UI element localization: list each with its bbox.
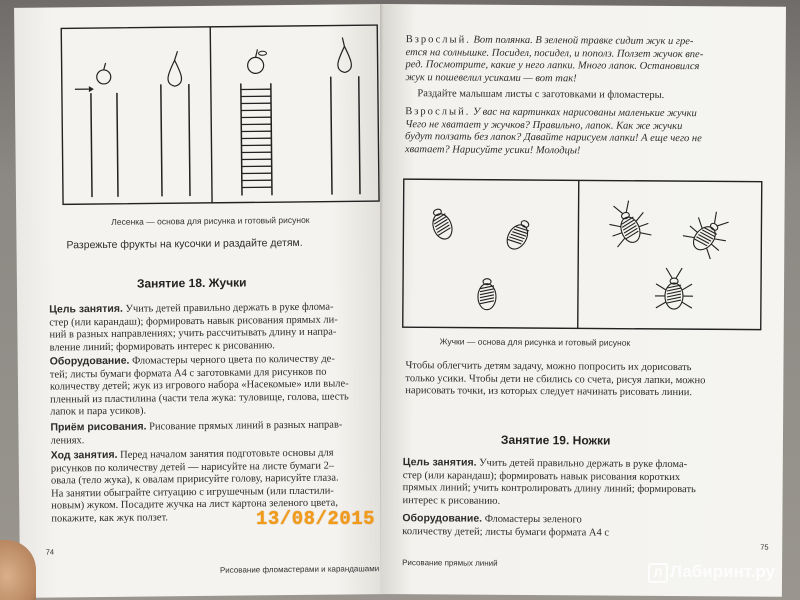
course-line: На занятии обыграйте ситуацию с игрушечным (или пластили- [51,485,334,500]
equipment-line: тей; листы бумаги формата А4 с заготовками для рисунков по [49,366,327,381]
hint-line: нарисовать точки, из которых следует начинать рисовать линии. [405,385,693,399]
dialog-1-speaker: Взрослый. [405,34,471,46]
hint-text [405,360,783,400]
watermark-text: Лабиринт.ру [670,562,776,581]
intro-text: Разрежьте фрукты на кусочки и раздайте детям. [66,236,303,252]
lesson-19-equipment [402,512,780,541]
lesson-18-technique [50,418,390,448]
lesson-19-goal [402,456,780,510]
dialog-line: жук и пошевелил усиками — вот так! [405,71,577,85]
dialog-line: У вас на картинках нарисованы маленькие жучки [472,106,697,120]
course-line: Перед началом занятия подготовьте основы для [120,447,334,461]
course-line: овала (тело жука), к овалам пририсуйте голову, нарисуйте глаза. [50,472,339,487]
goal-line: Учить детей правильно держать в руке флома- [125,301,334,315]
dialog-line: ется на солнышке. Посидел, посидел, и пополз. Ползет жучок впе- [405,46,704,60]
beetle-drawing [428,206,455,241]
lesson-18-equipment [50,352,391,420]
footer-right: Рисование прямых линий [402,558,498,568]
ladder-figure [60,24,380,205]
equipment-line: Фломастеры зеленого [484,513,582,526]
watermark [648,562,775,583]
goal-line: Учить детей правильно держать в руке флома- [479,457,688,471]
goal-line: стер (или карандаш); формировать навык рисования коротких [402,469,681,483]
beetle-drawing [655,268,693,309]
equipment-line: Фломастеры черного цвета по количеству де- [132,353,335,367]
beetles-figure [402,178,763,331]
page-number-right: 75 [760,542,769,552]
footer-left: Рисование фломастерами и карандашами [219,564,380,575]
technique-label: Приём рисования. [50,420,147,434]
beetle-drawing [603,197,653,248]
dialog-line: Чего не хватает у жучков? Правильно, лапок. Как же жучки [405,118,683,132]
goal-line: ний в разных направлениях; учить рассчитывать длину и напра- [49,326,337,341]
equipment-line: пленный из пластилина (части тела жука: туловище, голова, шесть [50,391,349,406]
technique-line: Рисование прямых линий в разных направ- [149,419,343,433]
lesson-19-heading: Занятие 19. Ножки [500,432,611,448]
beetle-drawing [503,217,534,253]
dialog-2 [405,106,783,159]
hint-line: только усики. Чтобы дети не сбились со счета, рисуя лапки, можно [405,372,706,386]
course-label: Ход занятия. [50,448,118,462]
handout-text: Раздайте малышам листы с заготовками и фломастеры. [417,88,665,101]
dialog-line: хватает? Нарисуйте усики! Молодцы! [404,143,581,157]
technique-line: лениях. [50,434,85,447]
course-line: рисунков по количеству детей — нарисуйте на листе бумаги 2– [50,460,335,475]
lesson-18-goal [49,300,390,355]
goal-label: Цель занятия. [49,302,123,316]
goal-line: вление линий; формировать интерес к рисованию. [49,339,275,354]
goal-line: стер (или карандаш); формировать навык рисования прямых ли- [49,314,338,329]
equipment-line: лапок и пара усиков). [50,405,147,418]
goal-label: Цель занятия. [402,456,477,469]
dialog-1 [405,34,783,87]
equipment-label: Оборудование. [49,354,130,368]
beetles-figure-caption: Жучки — основа для рисунка и готовый рисунок [439,336,631,348]
beetle-drawing [478,279,496,310]
right-page [380,4,786,597]
beetle-drawing [681,205,737,261]
goal-line: прямых линий; учить контролировать длину линий; формировать [402,482,696,496]
ladder-figure-caption: Лесенка — основа для рисунка и готовый рисунок [111,214,310,227]
lesson-18-heading: Занятие 18. Жучки [136,275,247,291]
equipment-line: количеству детей; листы бумаги формата А4 с [402,525,610,539]
course-line: покажите, как жук ползет. [51,512,169,525]
date-stamp: 13/08/2015 [256,508,376,530]
dialog-line: ред. Посмотрите, какие у него лапки. Много лапок. Остановился [405,59,700,73]
dialog-2-speaker: Взрослый. [405,106,471,118]
equipment-label: Оборудование. [402,512,483,525]
equipment-line: количеству детей; жук из игрового набора «Насекомые» или выле- [49,378,349,393]
labirint-logo-icon: Л [648,563,668,583]
goal-line: интерес к рисованию. [402,494,501,507]
book-spread [14,4,788,594]
dialog-line: Вот полянка. В зеленой травке сидит жук и гре- [473,34,694,48]
course-line: новым) жуком. Посадите жучка на лист картона зеленого цвета, [51,497,338,512]
hint-line: Чтобы облегчить детям задачу, можно попросить их дорисовать [405,360,692,374]
dialog-line: будут ползать без лапок? Давайте нарисуем лапки! А еще чего не [405,131,702,145]
page-number-left: 74 [45,547,55,557]
